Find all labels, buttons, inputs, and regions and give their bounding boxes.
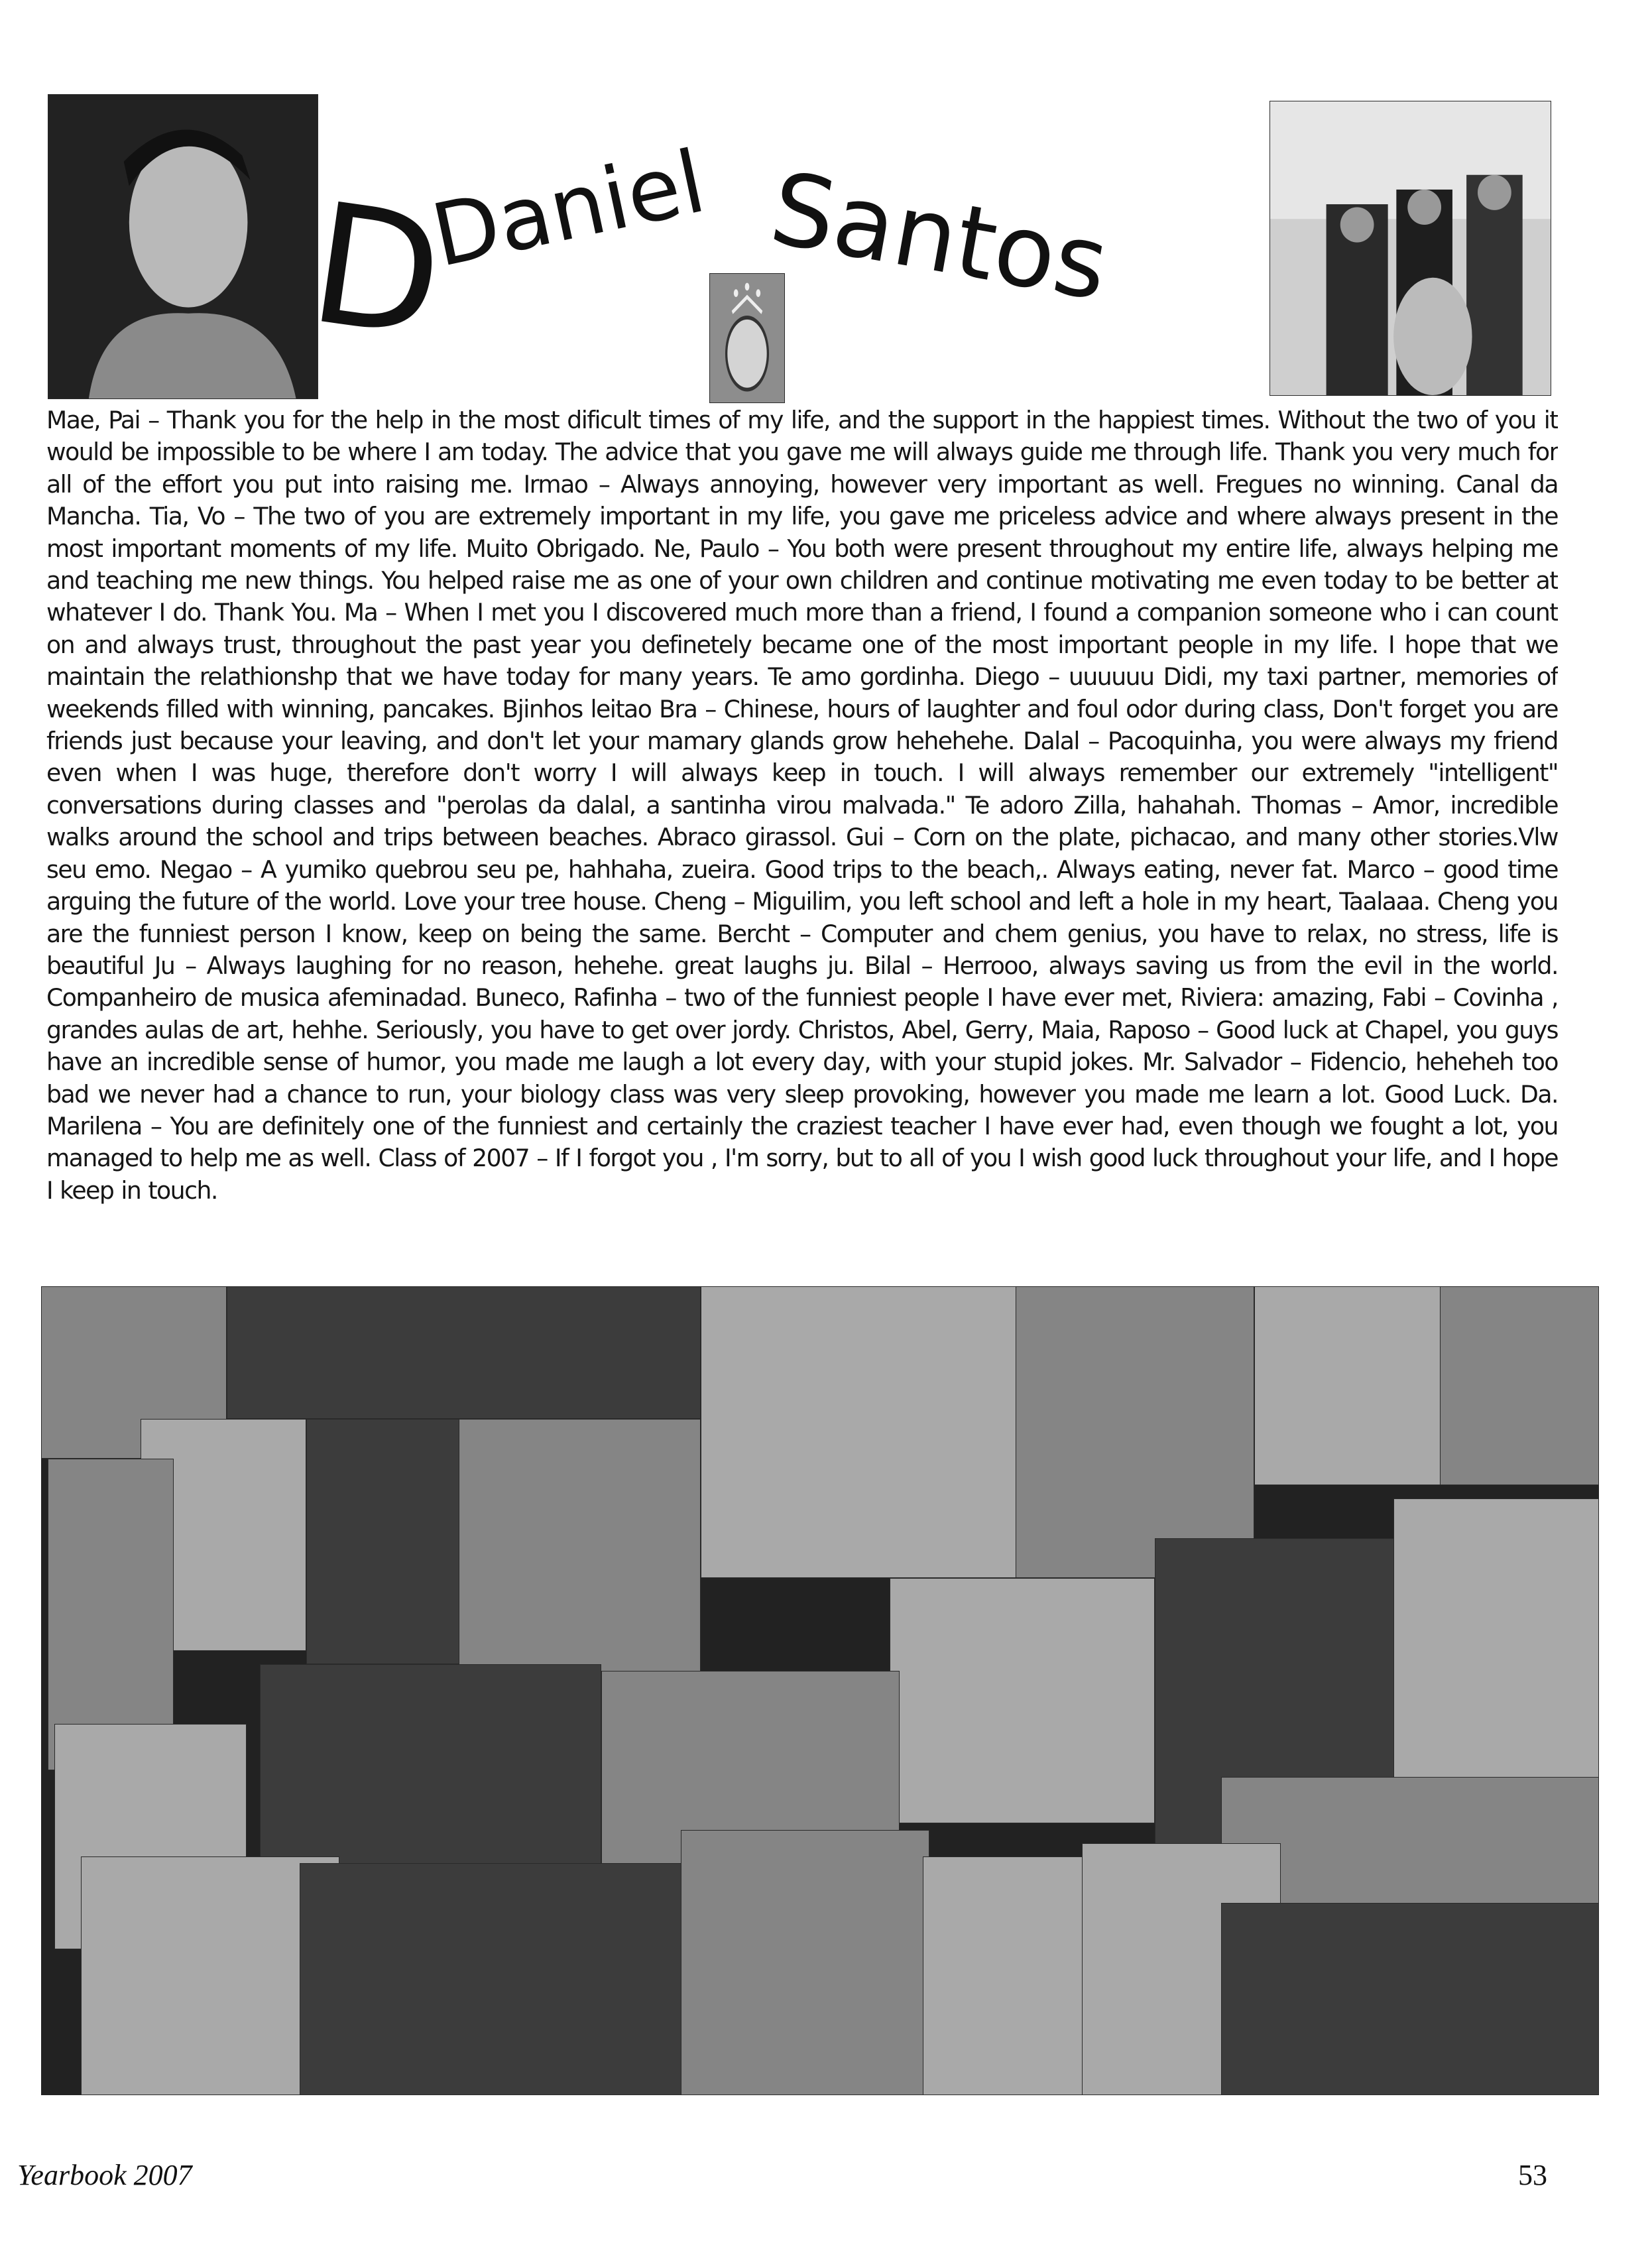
title-first-name-rest: Daniel (423, 131, 713, 287)
portrait-photo (48, 94, 318, 399)
collage-photo (681, 1830, 929, 2095)
collage-photo (1221, 1903, 1599, 2095)
collage-photo (1440, 1286, 1599, 1485)
collage-photo (701, 1286, 1049, 1578)
page-number: 53 (1518, 2159, 1547, 2191)
page-title (292, 126, 1286, 378)
title-last-name: Santos (762, 151, 1116, 324)
tribute-text: Mae, Pai – Thank you for the help in the most dificult times of my life, and the support in the happiest times. Without the two of you it would be impossible to be where I am today. The advice that you gave me will always guide me through life. Thank you very much for all of the effort you put into raising me. Irmao – Always annoying, however very important as well. Fregues no winning. Canal da Mancha. Tia, Vo – The two of you are extremely important in my life, you gave me priceless advice and where always present in the most important moments of my life. Muito Obrigado. Ne, Paulo – You both were present throughout my entire life, always helping me and teaching me new things. You helped raise me as one of your own children and continue motivating me even today to be better at whatever I do. Thank You. Ma – When I met you I discovered much more than a friend, I found a companion someone who i can count on and always trust, throughout the past year you definetely became one of the most important people in my life. I hope that we maintain the relathionshp that we have today for many years. Te amo gordinha. Diego – uuuuuu Didi, my taxi partner, memories of weekends filled with winning, pancakes. Bjinhos leitao Bra – Chinese, hours of laughter and foul odor during class, Don't forget you are friends just because your leaving, and don't let your mamary glands grow hehehehe. Dalal – Pacoquinha, you were always my friend even when I was huge, therefore don't worry I will always keep in touch. I will always remember our extremely "intelligent" conversations during classes and "perolas da dalal, a santinha virou malvada." Te adoro Zilla, hahahah. Thomas – Amor, incredible walks around the school and trips between beaches. Abraco girassol. Gui – Corn on the plate, pichacao, and many other stories.Vlw seu emo. Negao – A yumiko quebrou seu pe, hahhaha, zueira. Good trips to the beach,. Always eating, never fat. Marco – good time arguing the future of the world. Love your tree house. Cheng – Miguilim, you left school and left a hole in my heart, Taalaaa. Cheng you are the funniest person I know, keep on being the same. Bercht – Computer and chem genius, you have to relax, no stress, life is beautiful Ju – Always laughing for no reason, hehehe. great laughs ju. Bilal – Herrooo, always saving us from the evil in the world. Companheiro de musica afeminadad. Buneco, Rafinha – two of the funniest people I have ever met, Riviera: amazing, Fabi – Covinha , grandes aulas de art, hehhe. Seriously, you have to get over jordy. Christos, Abel, Gerry, Maia, Raposo – Good luck at Chapel, you guys have an incredible sense of humor, you made me laugh a lot every day, with your stupid jokes. Mr. Salvador – Fidencio, heheheh too bad we never had a chance to run, your biology class was very sleep provoking, however you made me learn a lot. Good Luck. Da. Marilena – You are definitely one of the funniest and certainly the craziest teacher I have ever had, even though we fought a lot, you managed to help me as well. Class of 2007 – If I forgot you , I'm sorry, but to all of you I wish good luck throughout your life, and I hope I keep in touch. (46, 406, 1558, 1205)
collage-photo (227, 1286, 701, 1419)
photo-collage (41, 1286, 1599, 2095)
title-letter-d: D (300, 166, 453, 376)
footer-yearbook-label: Yearbook 2007 (17, 2159, 192, 2191)
collage-photo (1393, 1498, 1599, 1790)
collage-photo (1016, 1286, 1254, 1578)
family-photo (1269, 101, 1551, 396)
collage-photo (890, 1578, 1155, 1823)
collage-photo (300, 1863, 727, 2095)
